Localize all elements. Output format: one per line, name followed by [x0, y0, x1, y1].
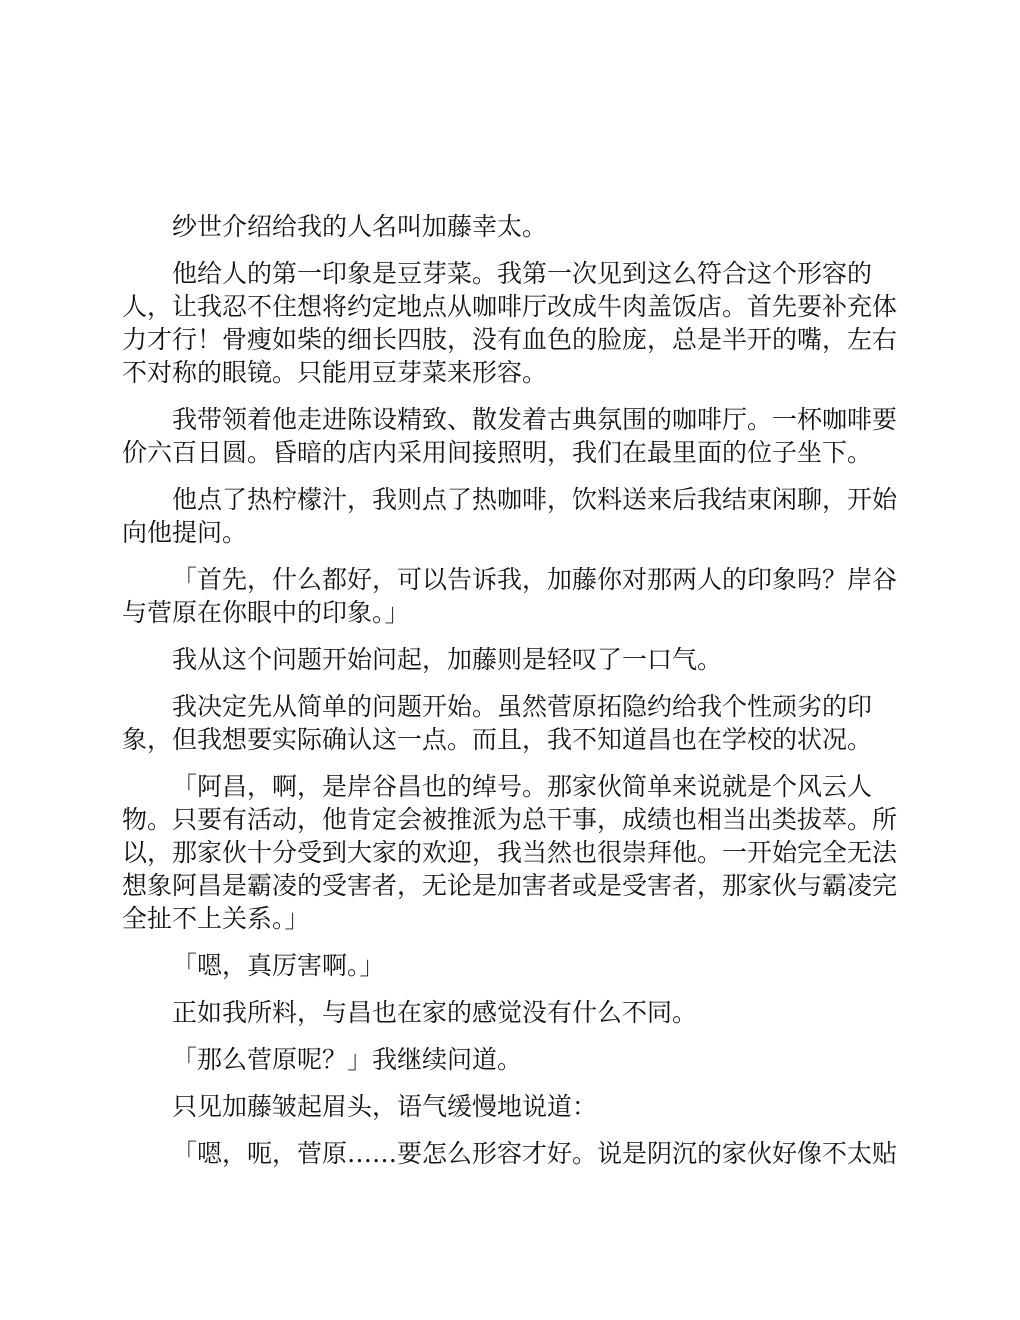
paragraph-4: 他点了热柠檬汁，我则点了热咖啡，饮料送来后我结束闲聊，开始向他提问。 [122, 485, 898, 547]
paragraph-11: 「那么菅原呢？」我继续问道。 [172, 1045, 523, 1074]
paragraph-3: 我带领着他走进陈设精致、散发着古典氛围的咖啡厅。一杯咖啡要价六百日圆。昏暗的店内采用间接照明，我们在最里面的位子坐下。 [122, 405, 898, 467]
paragraph-5: 「首先，什么都好，可以告诉我，加藤你对那两人的印象吗？岸谷与菅原在你眼中的印象。」 [122, 565, 898, 627]
paragraph-13: 「嗯，呃，菅原……要怎么形容才好。说是阴沉的家伙好像不太贴 [172, 1139, 898, 1168]
paragraph-7: 我决定先从简单的问题开始。虽然菅原拓隐约给我个性顽劣的印象，但我想要实际确认这一点。而且，我不知道昌也在学校的状况。 [122, 692, 873, 754]
paragraph-6: 我从这个问题开始问起，加藤则是轻叹了一口气。 [172, 645, 723, 674]
paragraph-10: 正如我所料，与昌也在家的感觉没有什么不同。 [172, 998, 698, 1027]
paragraph-8: 「阿昌，啊，是岸谷昌也的绰号。那家伙简单来说就是个风云人物。只要有活动，他肯定会被推派为总干事，成绩也相当出类拔萃。所以，那家伙十分受到大家的欢迎，我当然也很崇拜他。一开始完全无法想象阿昌是霸凌的受害者，无论是加害者或是受害者，那家伙与霸凌完全扯不上关系。」 [122, 772, 898, 933]
page-text-body [122, 210, 898, 1184]
paragraph-9: 「嗯，真厉害啊。」 [172, 951, 385, 980]
paragraph-1: 纱世介绍给我的人名叫加藤幸太。 [172, 212, 548, 241]
paragraph-2: 他给人的第一印象是豆芽菜。我第一次见到这么符合这个形容的人，让我忍不住想将约定地点从咖啡厅改成牛肉盖饭店。首先要补充体力才行！骨瘦如柴的细长四肢，没有血色的脸庞，总是半开的嘴，左右不对称的眼镜。只能用豆芽菜来形容。 [122, 259, 898, 387]
paragraph-12: 只见加藤皱起眉头，语气缓慢地说道： [172, 1092, 598, 1121]
